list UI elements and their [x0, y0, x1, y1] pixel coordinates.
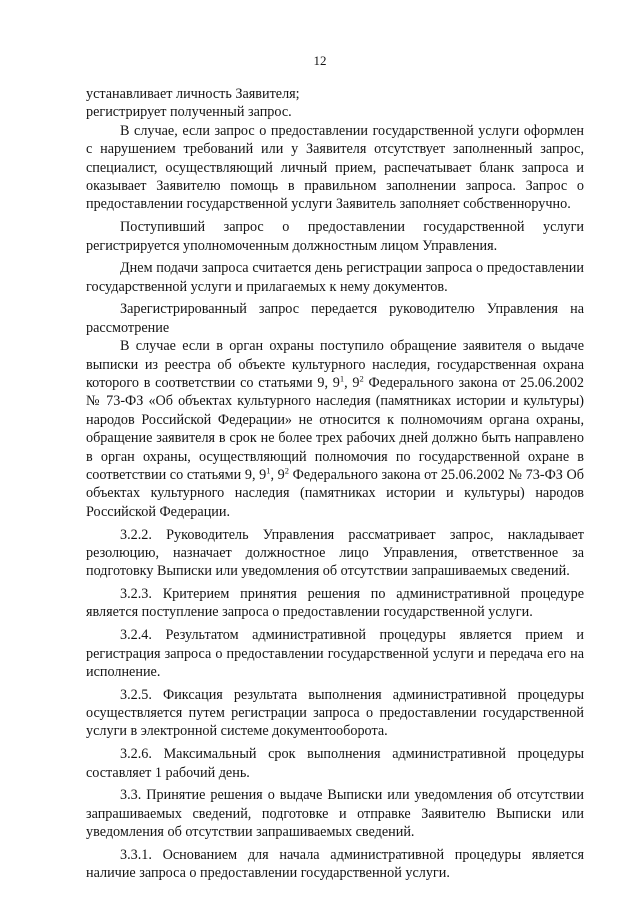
paragraph-heritage-case: В случае если в орган охраны поступило обращение заявителя о выдаче выписки из реестра об объекте культурного наследия, государственная охрана которого в соответствии со статьями 9, $9^1$, $9^2$ Федерального закона от 25.06.2002 № 73-ФЗ «Об объектах культурного наследия (памятниках истории и культуры) народов Российской Федерации» не относится к полномочиям органа охраны, обращение заявителя в срок не более трех рабочих дней должно быть направлено в орган охраны, осуществляющий полномочия по государственной охране в соответствии со статьями 9, $9^1$, $9^2$ Федерального закона от 25.06.2002 № 73-ФЗ Об объектах культурного наследия (памятниках истории и культуры) народов Российской Федерации. — [86, 338, 585, 520]
paragraph-identity: устанавливает личность Заявителя; — [86, 86, 300, 102]
paragraph-3-2-2: 3.2.2. Руководитель Управления рассматривает запрос, накладывает резолюцию, назначает должностное лицо Управления, ответственное за подготовку Выписки или уведомления об отсутствии запрашиваемых сведений. — [86, 526, 584, 580]
paragraph-3-2-5: 3.2.5. Фиксация результата выполнения административной процедуры осуществляется путем регистрации запроса о предоставлении государственной услуги в электронной системе документооборота. — [86, 686, 584, 740]
page-number: 12 — [313, 53, 327, 68]
paragraph-violation-case: В случае, если запрос о предоставлении государственной услуги оформлен с нарушением требований или у Заявителя отсутствует заполненный запрос, специалист, осуществляющий личный прием, распечатывает бланк запроса и оказывает Заявителю помощь в правильном заполнении запроса. Запрос о предоставлении государственной услуги Заявитель заполняет собственноручно. — [86, 122, 584, 213]
paragraph-3-2-4: 3.2.4. Результатом административной процедуры является прием и регистрация запроса о предоставлении государственной услуги и передача его на исполнение. — [86, 627, 584, 680]
paragraph-3-3: 3.3. Принятие решения о выдаче Выписки или уведомления об отсутствии запрашиваемых сведений, подготовке и отправке Заявителю Выписки или уведомления об отсутствии запрашиваемых сведений. — [86, 787, 584, 841]
paragraph-submission-day: Днем подачи запроса считается день регистрации запроса о предоставлении государственной услуги и прилагаемых к нему документов. — [86, 260, 584, 295]
paragraph-register: регистрирует полученный запрос. — [86, 104, 292, 121]
paragraph-3-3-1: 3.3.1. Основанием для начала административной процедуры является наличие запроса о предоставлении государственной услуги. — [86, 846, 584, 882]
paragraph-forwarded: Зарегистрированный запрос передается руководителю Управления на рассмотрение — [86, 301, 584, 336]
paragraph-3-2-3: 3.2.3. Критерием принятия решения по административной процедуре является поступление запроса о предоставлении государственной услуги. — [86, 586, 584, 621]
paragraph-registration: Поступивший запрос о предоставлении государственной услуги регистрируется уполномоченным должностным лицом Управления. — [86, 219, 584, 254]
document-body — [86, 85, 584, 883]
paragraph-3-2-6: 3.2.6. Максимальный срок выполнения административной процедуры составляет 1 рабочий день. — [86, 746, 584, 781]
